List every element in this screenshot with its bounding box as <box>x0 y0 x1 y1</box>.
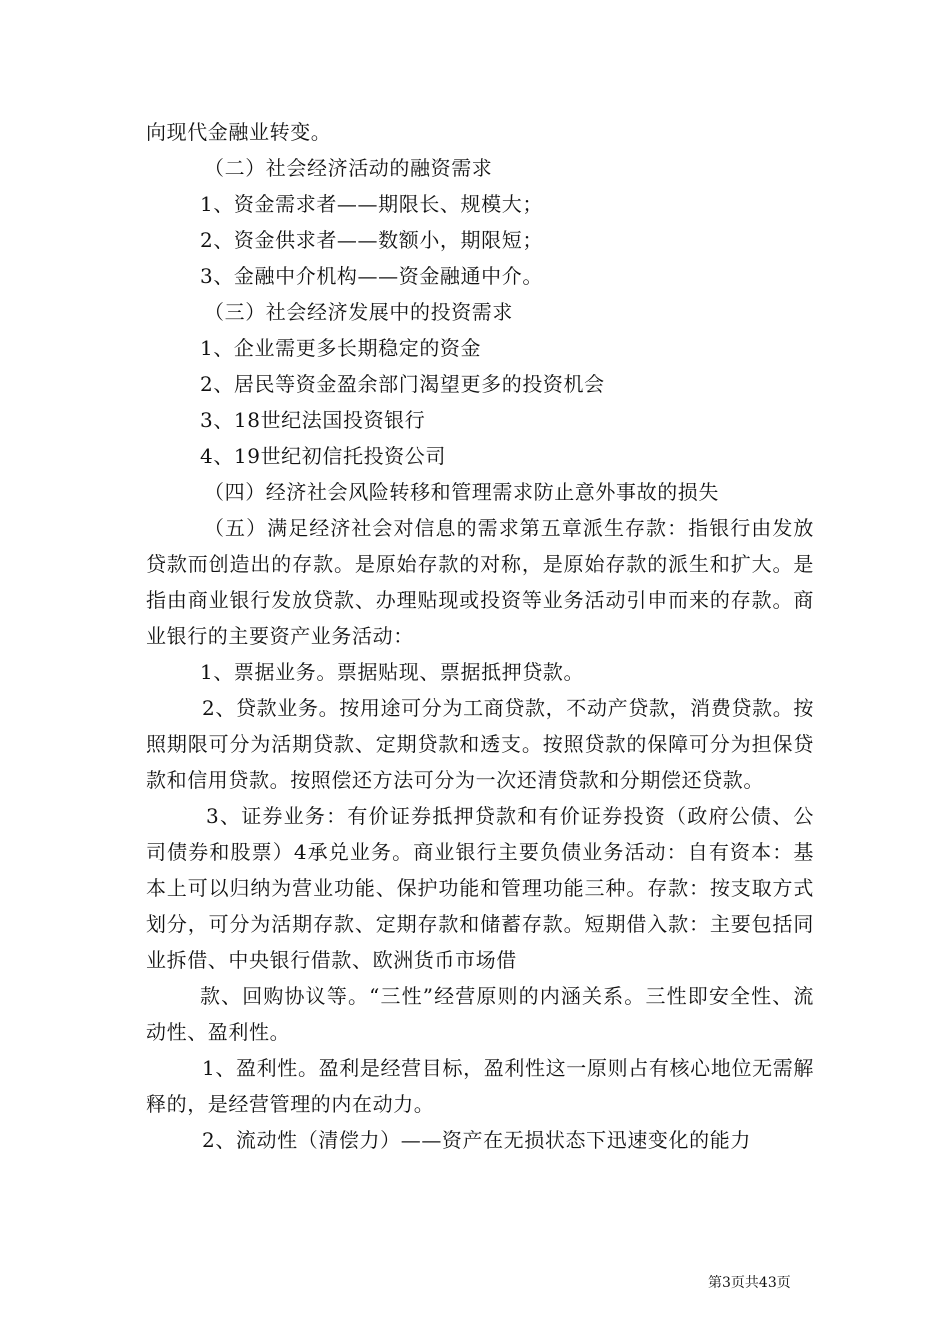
list-item-liquidity: 2、流动性（清偿力）——资产在无损状态下迅速变化的能力 <box>202 1128 751 1152</box>
paragraph-intro-continuation: 向现代金融业转变。 <box>146 120 332 144</box>
list-item-securities-business: 3、证券业务：有价证券抵押贷款和有价证券投资（政府公债、公司债券和股票）4承兑业务。商业银行主要负债业务活动：自有资本：基本上可以归纳为营业功能、保护功能和管理功能三种。存款：按支取方式划分，可分为活期存款、定期存款和储蓄存款。短期借入款：主要包括同业拆借、中央银行借款、欧洲货币市场借 <box>146 804 814 972</box>
list-item-fund-suppliers: 2、资金供求者——数额小，期限短； <box>200 228 543 252</box>
document-body <box>146 114 814 1158</box>
paragraph-three-principles: 款、回购协议等。“三性”经营原则的内涵关系。三性即安全性、流动性、盈利性。 <box>146 984 814 1044</box>
paragraph-derived-deposits: （五）满足经济社会对信息的需求第五章派生存款：指银行由发放贷款而创造出的存款。是原始存款的对称，是原始存款的派生和扩大。是指由商业银行发放贷款、办理贴现或投资等业务活动引申而来的存款。商业银行的主要资产业务活动： <box>146 516 814 648</box>
list-item-fund-demanders: 1、资金需求者——期限长、规模大； <box>200 192 543 216</box>
list-item-financial-intermediaries: 3、金融中介机构——资金融通中介。 <box>200 264 543 288</box>
heading-investment-demand: （三）社会经济发展中的投资需求 <box>204 300 513 324</box>
list-item-enterprise-funds: 1、企业需更多长期稳定的资金 <box>200 336 482 360</box>
heading-financing-demand: （二）社会经济活动的融资需求 <box>204 156 493 180</box>
list-item-french-investment-bank: 3、18世纪法国投资银行 <box>200 408 426 432</box>
list-item-loan-business: 2、贷款业务。按用途可分为工商贷款，不动产贷款，消费贷款。按照期限可分为活期贷款、定期贷款和透支。按照贷款的保障可分为担保贷款和信用贷款。按照偿还方法可分为一次还清贷款和分期偿还贷款。 <box>146 696 814 792</box>
list-item-resident-investment: 2、居民等资金盈余部门渴望更多的投资机会 <box>200 372 605 396</box>
heading-risk-management: （四）经济社会风险转移和管理需求防止意外事故的损失 <box>204 480 719 504</box>
list-item-profitability: 1、盈利性。盈利是经营目标，盈利性这一原则占有核心地位无需解释的，是经营管理的内在动力。 <box>146 1056 814 1116</box>
list-item-bill-business: 1、票据业务。票据贴现、票据抵押贷款。 <box>200 660 585 684</box>
page-number-footer: 第3页共43页 <box>708 1275 791 1291</box>
list-item-trust-investment-company: 4、19世纪初信托投资公司 <box>200 444 446 468</box>
